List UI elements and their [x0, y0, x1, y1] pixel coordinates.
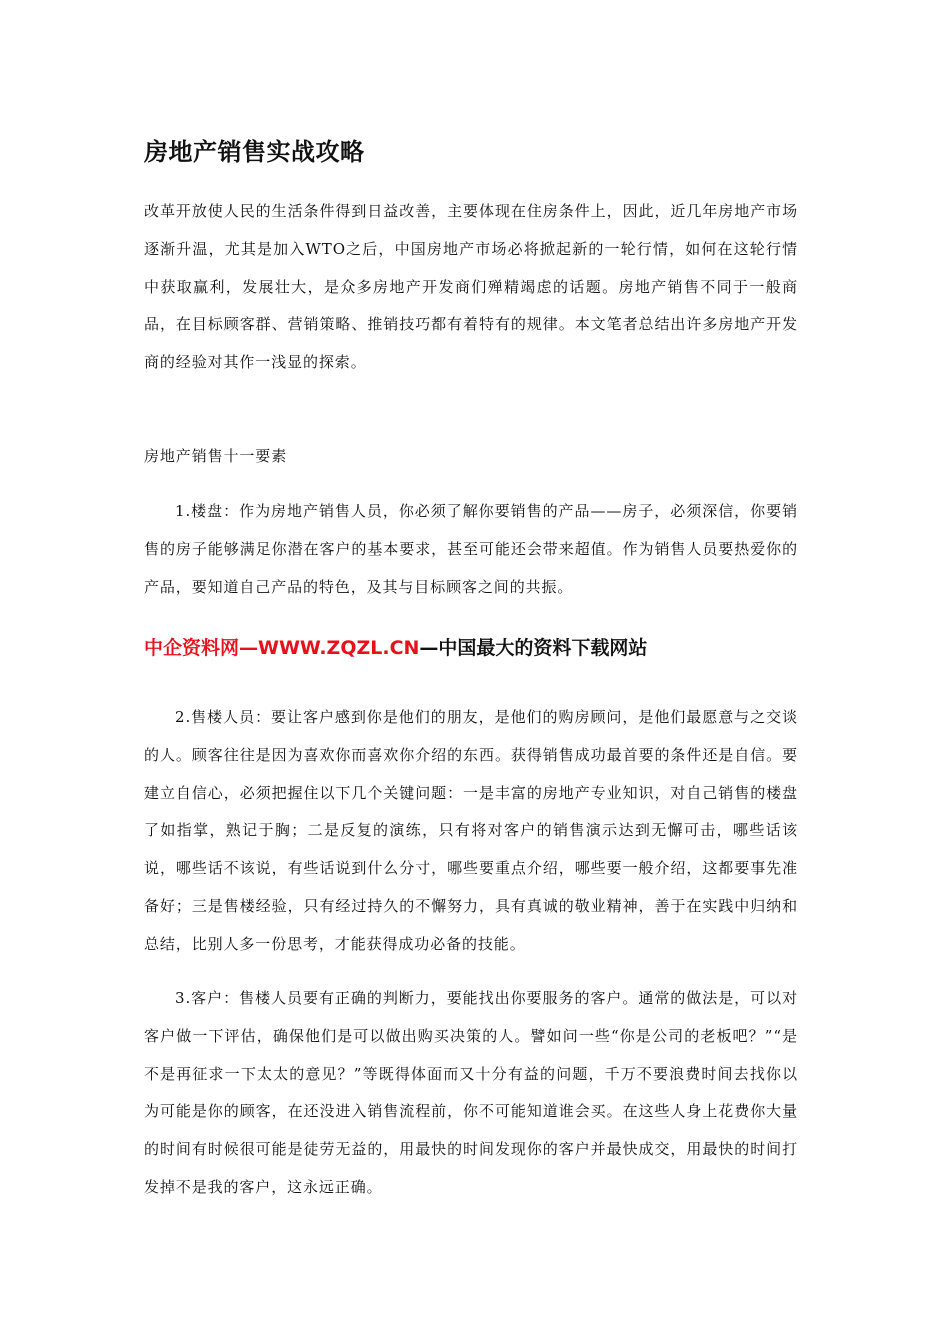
banner-site-name: 中企资料网—WWW.ZQZL.CN [144, 637, 420, 659]
banner-tagline: —中国最大的资料下载网站 [419, 637, 648, 659]
item-3-paragraph: 3.客户：售楼人员要有正确的判断力，要能找出你要服务的客户。通常的做法是，可以对客户做一下评估，确保他们是可以做出购买决策的人。譬如问一些“你是公司的老板吧？”“是不是再征求一下太太的意见？”等既得体面而又十分有益的问题，千万不要浪费时间去找你以为可能是你的顾客，在还没进入销售流程前，你不可能知道谁会买。在这些人身上花费你大量的时间有时候很可能是徒劳无益的，用最快的时间发现你的客户并最快成交，用最快的时间打发掉不是我的客户，这永远正确。 [144, 989, 798, 1196]
item-2-paragraph: 2.售楼人员：要让客户感到你是他们的朋友，是他们的购房顾问，是他们最愿意与之交谈的人。顾客往往是因为喜欢你而喜欢你介绍的东西。获得销售成功最首要的条件还是自信。要建立自信心，必须把握住以下几个关键问题：一是丰富的房地产专业知识，对自己销售的楼盘了如指掌，熟记于胸；二是反复的演练，只有将对客户的销售演示达到无懈可击，哪些话该说，哪些话不该说，有些话说到什么分寸，哪些要重点介绍，哪些要一般介绍，这都要事先准备好；三是售楼经验，只有经过持久的不懈努力，具有真诚的敬业精神，善于在实践中归纳和总结，比别人多一份思考，才能获得成功必备的技能。 [144, 708, 798, 953]
website-banner [144, 633, 804, 663]
page-title: 房地产销售实战攻略 [144, 138, 365, 166]
item-1-paragraph: 1.楼盘：作为房地产销售人员，你必须了解你要销售的产品——房子，必须深信，你要销售的房子能够满足你潜在客户的基本要求，甚至可能还会带来超值。作为销售人员要热爱你的产品，要知道自己产品的特色，及其与目标顾客之间的共振。 [144, 502, 798, 596]
intro-paragraph: 改革开放使人民的生活条件得到日益改善，主要体现在住房条件上，因此，近几年房地产市场逐渐升温，尤其是加入WTO之后，中国房地产市场必将掀起新的一轮行情，如何在这轮行情中获取赢利，发展壮大，是众多房地产开发商们殚精竭虑的话题。房地产销售不同于一般商品，在目标顾客群、营销策略、推销技巧都有着特有的规律。本文笔者总结出许多房地产开发商的经验对其作一浅显的探索。 [144, 202, 798, 372]
section-heading: 房地产销售十一要素 [144, 447, 288, 465]
